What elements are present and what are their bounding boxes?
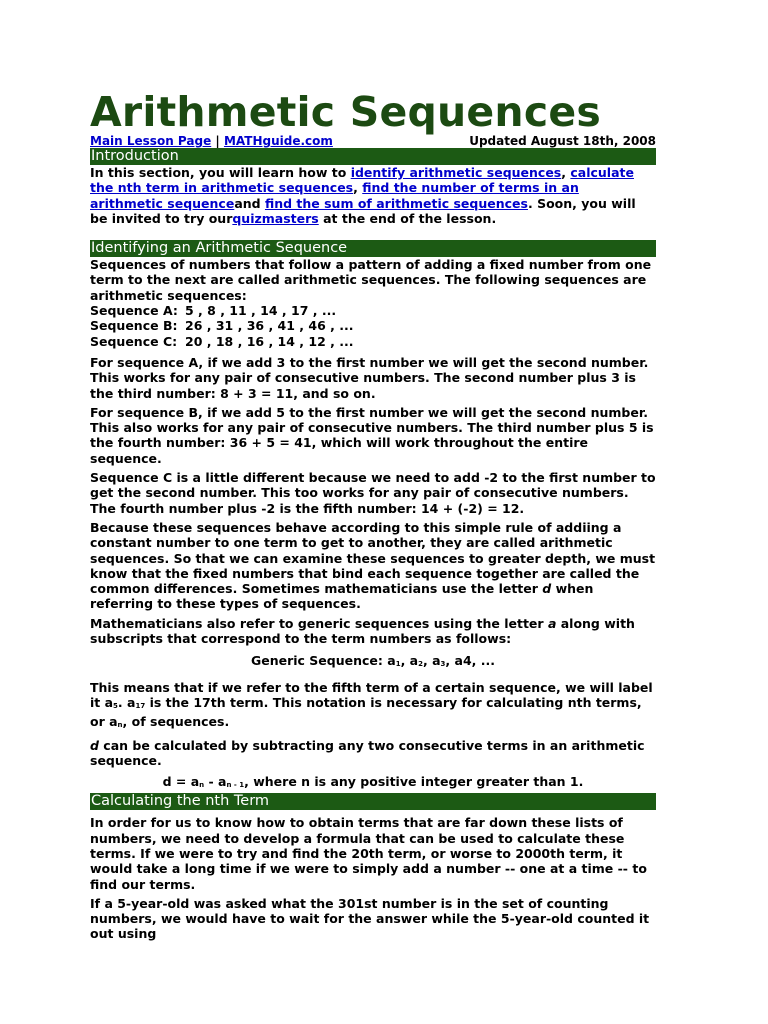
sequence-label: Sequence C: (90, 333, 178, 349)
identify-paragraph-8 (90, 738, 656, 769)
number-of-terms-link[interactable]: find the number of terms in an arithmetic sequence (90, 180, 579, 211)
sum-link[interactable]: find the sum of arithmetic sequences (264, 195, 528, 211)
identify-paragraph-7 (90, 680, 656, 734)
identify-paragraph-5 (90, 520, 656, 612)
generic-text: , a (445, 653, 463, 669)
intro-text: at the end of the lesson. (318, 210, 497, 226)
mathguide-link[interactable]: MATHguide.com (223, 134, 333, 148)
document-page (90, 88, 656, 942)
spacer (90, 226, 656, 240)
paragraph-text: along with subscripts that correspond to the term numbers as follows: (90, 615, 635, 647)
identify-link[interactable]: identify arithmetic sequences (350, 165, 562, 180)
subscript: n (117, 721, 123, 730)
formula-text: d = a (162, 774, 200, 790)
subscript: 3 (440, 660, 446, 669)
nav-links (90, 134, 333, 148)
section-heading-identifying: Identifying an Arithmetic Sequence (90, 240, 656, 257)
difference-formula (90, 774, 656, 793)
identify-paragraph-3: For sequence B, if we add 5 to the first number we will get the second number. This also works for any pair of consecutive numbers. The third number plus 5 is the fourth number: 36 + 5 = 41, which will work throughout the entire sequence. (90, 404, 654, 466)
updated-date: Updated August 18th, 2008 (469, 134, 656, 148)
generic-text: , a (400, 653, 419, 669)
paragraph-text: Mathematicians also refer to generic sequences using the letter (90, 615, 548, 631)
subscript: 1 (395, 660, 401, 669)
nth-paragraph-2: If a 5-year-old was asked what the 301st number is in the set of counting numbers, we would have to wait for the answer while the 5-year-old counted it out using (90, 895, 650, 942)
generic-text: , ... (471, 653, 496, 669)
identify-paragraph-6 (90, 616, 656, 647)
subscript: 17 (135, 701, 146, 710)
paragraph-text: can be calculated by subtracting any two consecutive terms in an arithmetic sequence. (90, 737, 645, 768)
sequence-label: Sequence A: (90, 303, 178, 319)
section-heading-nth-term: Calculating the nth Term (90, 793, 656, 810)
generic-text: 4 (462, 653, 472, 669)
quizmasters-link[interactable]: quizmasters (232, 210, 319, 226)
intro-paragraph (90, 165, 656, 226)
generic-text: Generic Sequence: a (250, 653, 396, 669)
intro-text: and (234, 195, 265, 211)
generic-text: , a (422, 653, 441, 669)
identify-paragraph-1: Sequences of numbers that follow a pattern of adding a fixed number from one term to the next are called arithmetic sequences. The following sequences are arithmetic sequences: (90, 257, 652, 303)
paragraph-text: , of sequences. (122, 714, 230, 730)
sequence-c (90, 334, 656, 349)
intro-text: , (561, 165, 571, 180)
nav-separator: | (211, 134, 224, 148)
sequence-label: Sequence B: (90, 318, 178, 334)
sequence-value: 20 , 18 , 16 , 14 , 12 , ... (185, 333, 354, 349)
page-title: Arithmetic Sequences (90, 88, 601, 136)
subscript: 5 (113, 701, 118, 710)
generic-sequence (90, 653, 656, 672)
formula-text: - a (204, 774, 227, 790)
variable-d: d (90, 737, 99, 753)
subscript: n - 1 (226, 781, 245, 790)
intro-text: In this section, you will learn how to (90, 165, 351, 180)
sequence-list (90, 303, 656, 349)
paragraph-text: when referring to these types of sequences. (90, 581, 594, 612)
paragraph-text: Because these sequences behave according to this simple rule of addiing a constant number to one term to get to another, they are called arithmetic sequences. So that we can examine these sequences to greater depth, we must know that the fixed numbers that bind each sequence together are called the common differences. Sometimes mathematicians use the letter (90, 519, 656, 597)
paragraph-text: is the 17th term. This notation is necessary for calculating nth terms, or a (90, 694, 642, 730)
intro-text: . Soon, you will be invited to try our (90, 195, 636, 226)
main-lesson-link[interactable]: Main Lesson Page (90, 134, 212, 148)
sequence-value: 26 , 31 , 36 , 41 , 46 , ... (185, 318, 354, 334)
sequence-value: 5 , 8 , 11 , 14 , 17 , ... (185, 303, 337, 319)
formula-text: , where n is any positive integer greater than 1. (244, 774, 584, 790)
variable-a: a (547, 615, 557, 631)
identify-paragraph-2: For sequence A, if we add 3 to the first number we will get the second number. This works for any pair of consecutive numbers. The second number plus 3 is the third number: 8 + 3 = 11, and so on. (90, 354, 649, 401)
paragraph-text: . a (117, 694, 136, 710)
intro-text: , (353, 180, 363, 196)
subscript: n (199, 781, 205, 790)
section-heading-introduction: Introduction (90, 148, 656, 165)
nth-paragraph-1: In order for us to know how to obtain terms that are far down these lists of numbers, we need to develop a formula that can be used to calculate these terms. If we were to try and find the 20th term, or worse to 2000th term, it would take a long time if we were to simply add a number -- one at a time -- to find our terms. (90, 815, 647, 892)
identify-paragraph-4: Sequence C is a little different because we need to add -2 to the first number to get the second number. This too works for any pair of consecutive numbers. The fourth number plus -2 is the fifth number: 14 + (-2) = 12. (90, 470, 656, 516)
variable-d: d (542, 581, 552, 597)
subscript: 2 (418, 660, 423, 669)
nth-term-link[interactable]: calculate the nth term in arithmetic sequences (90, 165, 634, 196)
top-nav (90, 134, 656, 148)
paragraph-text: This means that if we refer to the fifth term of a certain sequence, we will label it a (90, 679, 653, 710)
sequence-b (90, 318, 656, 333)
sequence-a (90, 303, 656, 318)
